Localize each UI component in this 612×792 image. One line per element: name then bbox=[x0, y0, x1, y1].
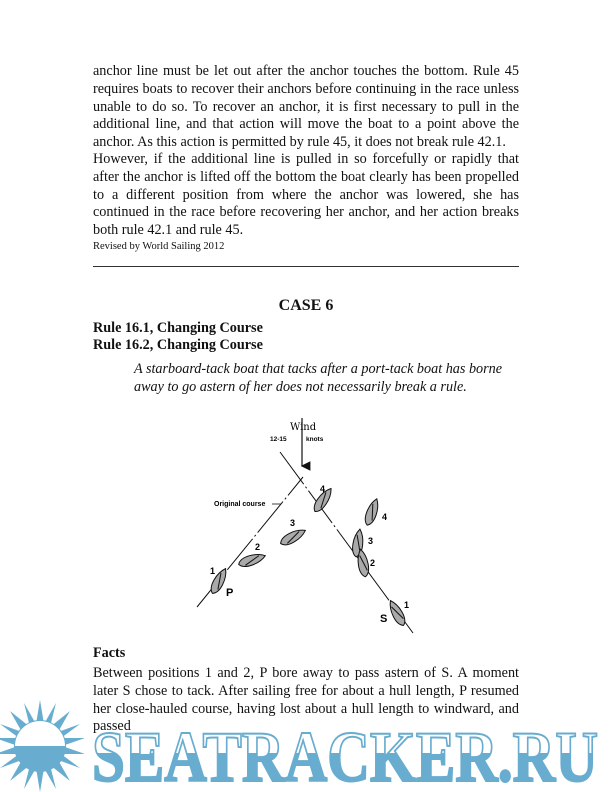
boat-p-3 bbox=[278, 526, 307, 548]
wind-unit: knots bbox=[306, 436, 324, 443]
position-label: 2 bbox=[255, 542, 261, 552]
boat-p-2 bbox=[237, 551, 267, 569]
position-label: 3 bbox=[290, 518, 296, 528]
case-title: CASE 6 bbox=[278, 297, 334, 314]
case-summary: A starboard-tack boat that tacks after a port-tack boat has borne away to go astern of her does not necessarily break a rule. bbox=[134, 361, 503, 395]
position-label: 3 bbox=[368, 536, 374, 546]
watermark-text: SEATRACKER.RU bbox=[92, 723, 598, 789]
position-label: 4 bbox=[320, 484, 326, 494]
original-course-label: Original course bbox=[214, 501, 266, 508]
position-label: 4 bbox=[382, 512, 388, 522]
wind-speed: 12-15 bbox=[270, 436, 287, 443]
boat-p-label: P bbox=[226, 587, 234, 599]
sailing-diagram bbox=[0, 405, 612, 640]
boat-s-4 bbox=[363, 497, 382, 527]
position-label: 1 bbox=[210, 566, 216, 576]
paragraph: anchor line must be let out after the anchor touches the bottom. Rule 45 requires boats to recover their anchors before continuing in the race unless unable to do so. To recover an anchor, it is first necessary to pull in the additional line, and that action will move the boat to a point above the anchor. As this action is permitted by rule 45, it does not break rule 42.1. bbox=[93, 63, 519, 151]
boat-s-label: S bbox=[380, 613, 388, 625]
position-label: 1 bbox=[404, 600, 410, 610]
divider bbox=[93, 266, 519, 267]
rule-heading: Rule 16.1, Changing Course bbox=[93, 320, 263, 336]
facts-heading: Facts bbox=[93, 645, 126, 661]
rule-heading: Rule 16.2, Changing Course bbox=[93, 337, 263, 353]
paragraph: Between positions 1 and 2, P bore away to pass astern of S. A moment later S chose to tack. After sailing free for about a hull length, P resumed her close-hauled course, having lost about a hull length to windward, and passed bbox=[93, 665, 519, 735]
revision-note: Revised by World Sailing 2012 bbox=[93, 241, 225, 252]
sun-logo-icon bbox=[0, 698, 84, 792]
paragraph: However, if the additional line is pulled in so forcefully or rapidly that after the anchor is lifted off the bottom the boat clearly has been propelled to a different position from where the anchor was lowered, she has continued in the race before recovering her anchor, and her action breaks both rule 42.1 and rule 45. bbox=[93, 151, 519, 239]
position-label: 2 bbox=[370, 558, 376, 568]
wind-label: Wind bbox=[290, 422, 317, 433]
watermark-logo bbox=[90, 723, 602, 789]
